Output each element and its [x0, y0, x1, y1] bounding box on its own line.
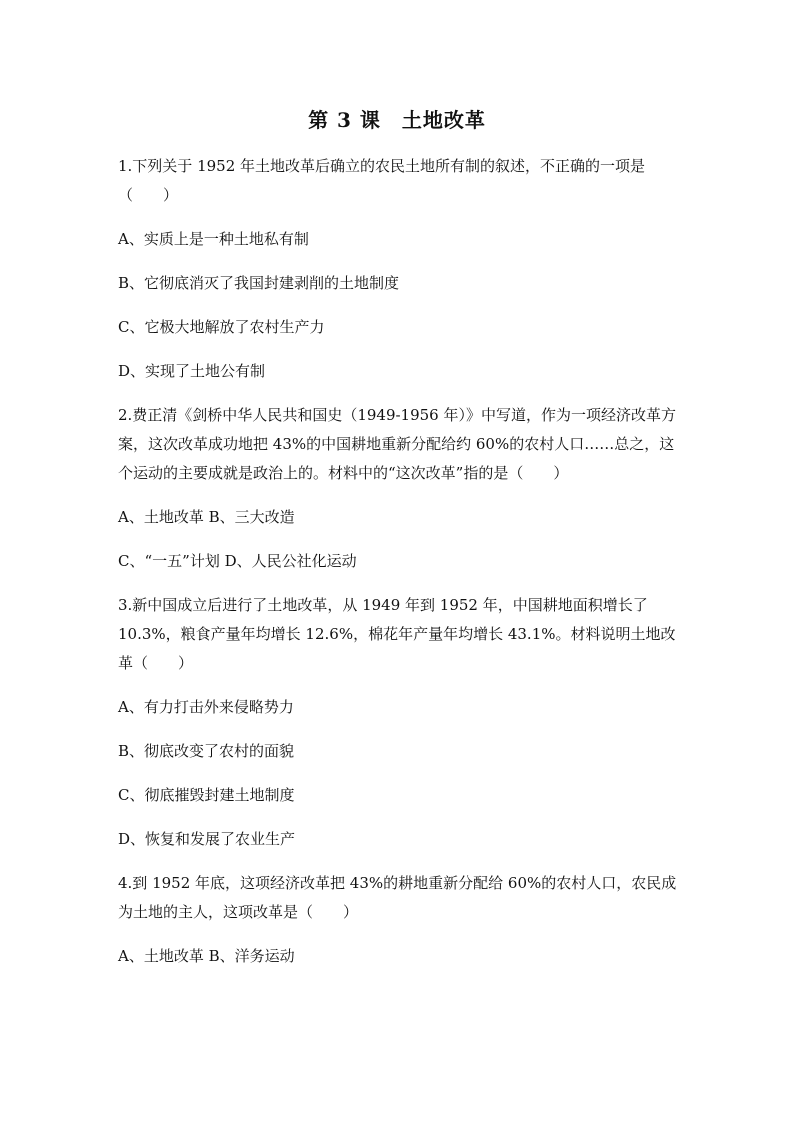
option-a: A、实质上是一种土地私有制 [118, 230, 309, 248]
option-d: D、实现了土地公有制 [118, 362, 266, 380]
option-a-b: A、土地改革 B、三大改造 [118, 508, 295, 526]
question-stem: 2.费正清《剑桥中华人民共和国史（1949-1956 年）》中写道，作为一项经济改革方案，这次改革成功地把 43%的中国耕地重新分配给约 60%的农村人口……总之，这个运动的主要成就是政治上的。材料中的“这次改革”指的是（ ） [118, 406, 676, 482]
option-c: C、彻底摧毁封建土地制度 [118, 786, 295, 804]
question-1 [118, 152, 684, 210]
option-c: C、它极大地解放了农村生产力 [118, 318, 325, 336]
question-3 [118, 591, 684, 678]
option-a-b: A、土地改革 B、洋务运动 [118, 947, 295, 965]
option-b: B、彻底改变了农村的面貌 [118, 742, 295, 760]
page-title: 第 3 课 土地改革 [308, 108, 486, 132]
option-d: D、恢复和发展了农业生产 [118, 830, 296, 848]
question-2 [118, 401, 684, 488]
option-b: B、它彻底消灭了我国封建剥削的土地制度 [118, 274, 400, 292]
question-4 [118, 869, 684, 927]
question-stem: 3.新中国成立后进行了土地改革，从 1949 年到 1952 年，中国耕地面积增长了 10.3%，粮食产量年均增长 12.6%，棉花年产量年均增长 43.1%。材料说明土地改革（ ） [118, 596, 676, 672]
question-list [118, 152, 684, 986]
option-c-d: C、“一五”计划 D、人民公社化运动 [118, 552, 357, 570]
question-stem: 4.到 1952 年底，这项经济改革把 43%的耕地重新分配给 60%的农村人口，农民成为土地的主人，这项改革是（ ） [118, 874, 677, 921]
question-stem: 1.下列关于 1952 年土地改革后确立的农民土地所有制的叙述，不正确的一项是（ ） [118, 157, 646, 204]
option-a: A、有力打击外来侵略势力 [118, 698, 294, 716]
